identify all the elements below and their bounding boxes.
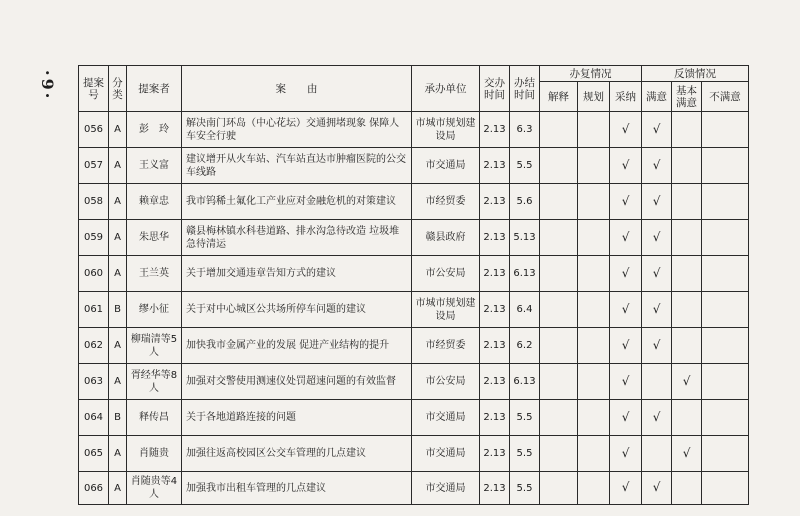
check-mark-icon: √ (621, 445, 630, 460)
cell-assign-time: 2.13 (480, 112, 510, 148)
cell-unsatisfied (702, 256, 749, 292)
cell-category: A (109, 112, 127, 148)
cell-basic-satisfied (672, 112, 702, 148)
cell-explain (540, 328, 578, 364)
table-row (79, 364, 749, 400)
cell-id: 063 (79, 364, 109, 400)
cell-explain (540, 148, 578, 184)
cell-explain (540, 364, 578, 400)
cell-category: A (109, 148, 127, 184)
cell-unsatisfied (702, 148, 749, 184)
cell-basic-satisfied (672, 364, 702, 400)
cell-proposer: 王兰英 (127, 256, 182, 292)
cell-satisfied (642, 364, 672, 400)
cell-adopt (610, 436, 642, 472)
col-header-unit: 承办单位 (412, 66, 480, 112)
cell-satisfied (642, 184, 672, 220)
cell-assign-time: 2.13 (480, 292, 510, 328)
cell-category: A (109, 328, 127, 364)
cell-basic-satisfied (672, 328, 702, 364)
cell-id: 057 (79, 148, 109, 184)
cell-explain (540, 112, 578, 148)
cell-explain (540, 472, 578, 505)
cell-adopt (610, 184, 642, 220)
check-mark-icon: √ (652, 265, 661, 280)
cell-proposer: 缪小征 (127, 292, 182, 328)
cell-adopt (610, 400, 642, 436)
cell-adopt (610, 220, 642, 256)
cell-adopt (610, 256, 642, 292)
cell-case: 我市钨稀土氟化工产业应对金融危机的对策建议 (182, 184, 412, 220)
cell-explain (540, 400, 578, 436)
proposal-table (78, 65, 749, 505)
cell-assign-time: 2.13 (480, 148, 510, 184)
cell-plan (578, 112, 610, 148)
cell-finish-time: 6.13 (510, 364, 540, 400)
check-mark-icon: √ (652, 229, 661, 244)
cell-unit: 市城市规划建设局 (412, 112, 480, 148)
cell-assign-time: 2.13 (480, 400, 510, 436)
cell-proposer: 赖章忠 (127, 184, 182, 220)
cell-category: A (109, 220, 127, 256)
cell-adopt (610, 112, 642, 148)
cell-finish-time: 5.13 (510, 220, 540, 256)
cell-proposer: 肖随贵 (127, 436, 182, 472)
cell-proposer: 胥经华等8人 (127, 364, 182, 400)
cell-case: 赣县梅林镇水科巷道路、排水沟急待改造 垃圾堆急待清运 (182, 220, 412, 256)
cell-category: A (109, 256, 127, 292)
cell-satisfied (642, 436, 672, 472)
cell-finish-time: 6.3 (510, 112, 540, 148)
table-row (79, 148, 749, 184)
check-mark-icon: √ (621, 301, 630, 316)
cell-category: B (109, 292, 127, 328)
cell-plan (578, 364, 610, 400)
cell-satisfied (642, 112, 672, 148)
check-mark-icon: √ (621, 337, 630, 352)
col-header-plan: 规划 (578, 82, 610, 112)
check-mark-icon: √ (621, 157, 630, 172)
cell-basic-satisfied (672, 148, 702, 184)
check-mark-icon: √ (621, 373, 630, 388)
cell-adopt (610, 292, 642, 328)
cell-assign-time: 2.13 (480, 436, 510, 472)
cell-unsatisfied (702, 472, 749, 505)
cell-unit: 市经贸委 (412, 328, 480, 364)
table-row (79, 256, 749, 292)
col-header-basic-satisfied: 基本满意 (672, 82, 702, 112)
check-mark-icon: √ (652, 193, 661, 208)
cell-category: A (109, 472, 127, 505)
cell-plan (578, 184, 610, 220)
cell-assign-time: 2.13 (480, 256, 510, 292)
cell-satisfied (642, 400, 672, 436)
cell-adopt (610, 328, 642, 364)
cell-plan (578, 472, 610, 505)
cell-plan (578, 292, 610, 328)
check-mark-icon: √ (652, 480, 661, 494)
cell-plan (578, 328, 610, 364)
cell-unit: 市交通局 (412, 400, 480, 436)
cell-unsatisfied (702, 328, 749, 364)
cell-unsatisfied (702, 112, 749, 148)
cell-basic-satisfied (672, 400, 702, 436)
cell-unit: 市交通局 (412, 148, 480, 184)
cell-proposer: 王义富 (127, 148, 182, 184)
col-header-id: 提案号 (79, 66, 109, 112)
cell-unsatisfied (702, 364, 749, 400)
cell-case: 解决南门环岛（中心花坛）交通拥堵现象 保障人车安全行驶 (182, 112, 412, 148)
cell-explain (540, 256, 578, 292)
cell-assign-time: 2.13 (480, 364, 510, 400)
cell-unsatisfied (702, 436, 749, 472)
cell-adopt (610, 472, 642, 505)
cell-adopt (610, 364, 642, 400)
cell-unsatisfied (702, 220, 749, 256)
cell-satisfied (642, 472, 672, 505)
cell-id: 066 (79, 472, 109, 505)
check-mark-icon: √ (652, 301, 661, 316)
check-mark-icon: √ (621, 409, 630, 424)
col-header-explain: 解释 (540, 82, 578, 112)
table-row (79, 400, 749, 436)
cell-case: 加强往返高校园区公交车管理的几点建议 (182, 436, 412, 472)
cell-plan (578, 148, 610, 184)
col-header-assign-time: 交办时间 (480, 66, 510, 112)
cell-finish-time: 5.5 (510, 436, 540, 472)
cell-id: 064 (79, 400, 109, 436)
cell-unit: 赣县政府 (412, 220, 480, 256)
col-header-case: 案 由 (182, 66, 412, 112)
cell-plan (578, 400, 610, 436)
col-group-feedback: 反馈情况 (642, 66, 749, 82)
cell-proposer: 柳瑞清等5人 (127, 328, 182, 364)
cell-basic-satisfied (672, 256, 702, 292)
col-header-proposer: 提案者 (127, 66, 182, 112)
cell-explain (540, 436, 578, 472)
table-row (79, 220, 749, 256)
cell-id: 060 (79, 256, 109, 292)
cell-id: 062 (79, 328, 109, 364)
cell-finish-time: 6.2 (510, 328, 540, 364)
col-header-category: 分类 (109, 66, 127, 112)
check-mark-icon: √ (652, 157, 661, 172)
cell-assign-time: 2.13 (480, 328, 510, 364)
cell-adopt (610, 148, 642, 184)
cell-plan (578, 436, 610, 472)
cell-category: A (109, 184, 127, 220)
cell-explain (540, 292, 578, 328)
cell-id: 065 (79, 436, 109, 472)
cell-id: 061 (79, 292, 109, 328)
table-row (79, 472, 749, 505)
cell-explain (540, 184, 578, 220)
cell-satisfied (642, 256, 672, 292)
cell-finish-time: 6.4 (510, 292, 540, 328)
cell-case: 加快我市金属产业的发展 促进产业结构的提升 (182, 328, 412, 364)
cell-proposer: 朱思华 (127, 220, 182, 256)
cell-proposer: 肖随贵等4人 (127, 472, 182, 505)
table-row (79, 184, 749, 220)
cell-unit: 市交通局 (412, 472, 480, 505)
cell-finish-time: 6.13 (510, 256, 540, 292)
cell-case: 关于增加交通违章告知方式的建议 (182, 256, 412, 292)
col-group-handling: 办复情况 (540, 66, 642, 82)
cell-case: 关于各地道路连接的问题 (182, 400, 412, 436)
cell-satisfied (642, 220, 672, 256)
cell-category: B (109, 400, 127, 436)
cell-unsatisfied (702, 292, 749, 328)
cell-category: A (109, 436, 127, 472)
check-mark-icon: √ (621, 193, 630, 208)
col-header-adopt: 采纳 (610, 82, 642, 112)
cell-finish-time: 5.5 (510, 400, 540, 436)
table-row (79, 328, 749, 364)
col-header-finish-time: 办结时间 (510, 66, 540, 112)
check-mark-icon: √ (652, 121, 661, 136)
check-mark-icon: √ (652, 409, 661, 424)
cell-explain (540, 220, 578, 256)
cell-satisfied (642, 148, 672, 184)
cell-plan (578, 220, 610, 256)
cell-plan (578, 256, 610, 292)
cell-satisfied (642, 292, 672, 328)
cell-unit: 市公安局 (412, 364, 480, 400)
table-row (79, 292, 749, 328)
check-mark-icon: √ (682, 445, 691, 460)
cell-assign-time: 2.13 (480, 184, 510, 220)
cell-case: 加强我市出租车管理的几点建议 (182, 472, 412, 505)
cell-case: 关于对中心城区公共场所停车问题的建议 (182, 292, 412, 328)
cell-category: A (109, 364, 127, 400)
cell-finish-time: 5.5 (510, 472, 540, 505)
cell-case: 加强对交警使用测速仪处罚超速问题的有效监督 (182, 364, 412, 400)
table-row (79, 112, 749, 148)
cell-finish-time: 5.5 (510, 148, 540, 184)
cell-unsatisfied (702, 184, 749, 220)
check-mark-icon: √ (621, 480, 630, 494)
cell-basic-satisfied (672, 472, 702, 505)
cell-satisfied (642, 328, 672, 364)
check-mark-icon: √ (682, 373, 691, 388)
cell-proposer: 释传昌 (127, 400, 182, 436)
cell-basic-satisfied (672, 436, 702, 472)
header-row-top (79, 66, 749, 82)
cell-unsatisfied (702, 400, 749, 436)
cell-id: 056 (79, 112, 109, 148)
cell-basic-satisfied (672, 184, 702, 220)
check-mark-icon: √ (652, 337, 661, 352)
check-mark-icon: √ (621, 229, 630, 244)
page-number: ·9· (38, 70, 57, 102)
cell-unit: 市经贸委 (412, 184, 480, 220)
cell-unit: 市城市规划建设局 (412, 292, 480, 328)
cell-unit: 市公安局 (412, 256, 480, 292)
cell-assign-time: 2.13 (480, 472, 510, 505)
cell-basic-satisfied (672, 220, 702, 256)
check-mark-icon: √ (621, 121, 630, 136)
cell-assign-time: 2.13 (480, 220, 510, 256)
table-row (79, 436, 749, 472)
col-header-satisfied: 满意 (642, 82, 672, 112)
cell-id: 058 (79, 184, 109, 220)
cell-case: 建议增开从火车站、汽车站直达市肿瘤医院的公交车线路 (182, 148, 412, 184)
col-header-unsatisfied: 不满意 (702, 82, 749, 112)
cell-unit: 市交通局 (412, 436, 480, 472)
cell-finish-time: 5.6 (510, 184, 540, 220)
cell-id: 059 (79, 220, 109, 256)
cell-basic-satisfied (672, 292, 702, 328)
cell-proposer: 彭 玲 (127, 112, 182, 148)
check-mark-icon: √ (621, 265, 630, 280)
